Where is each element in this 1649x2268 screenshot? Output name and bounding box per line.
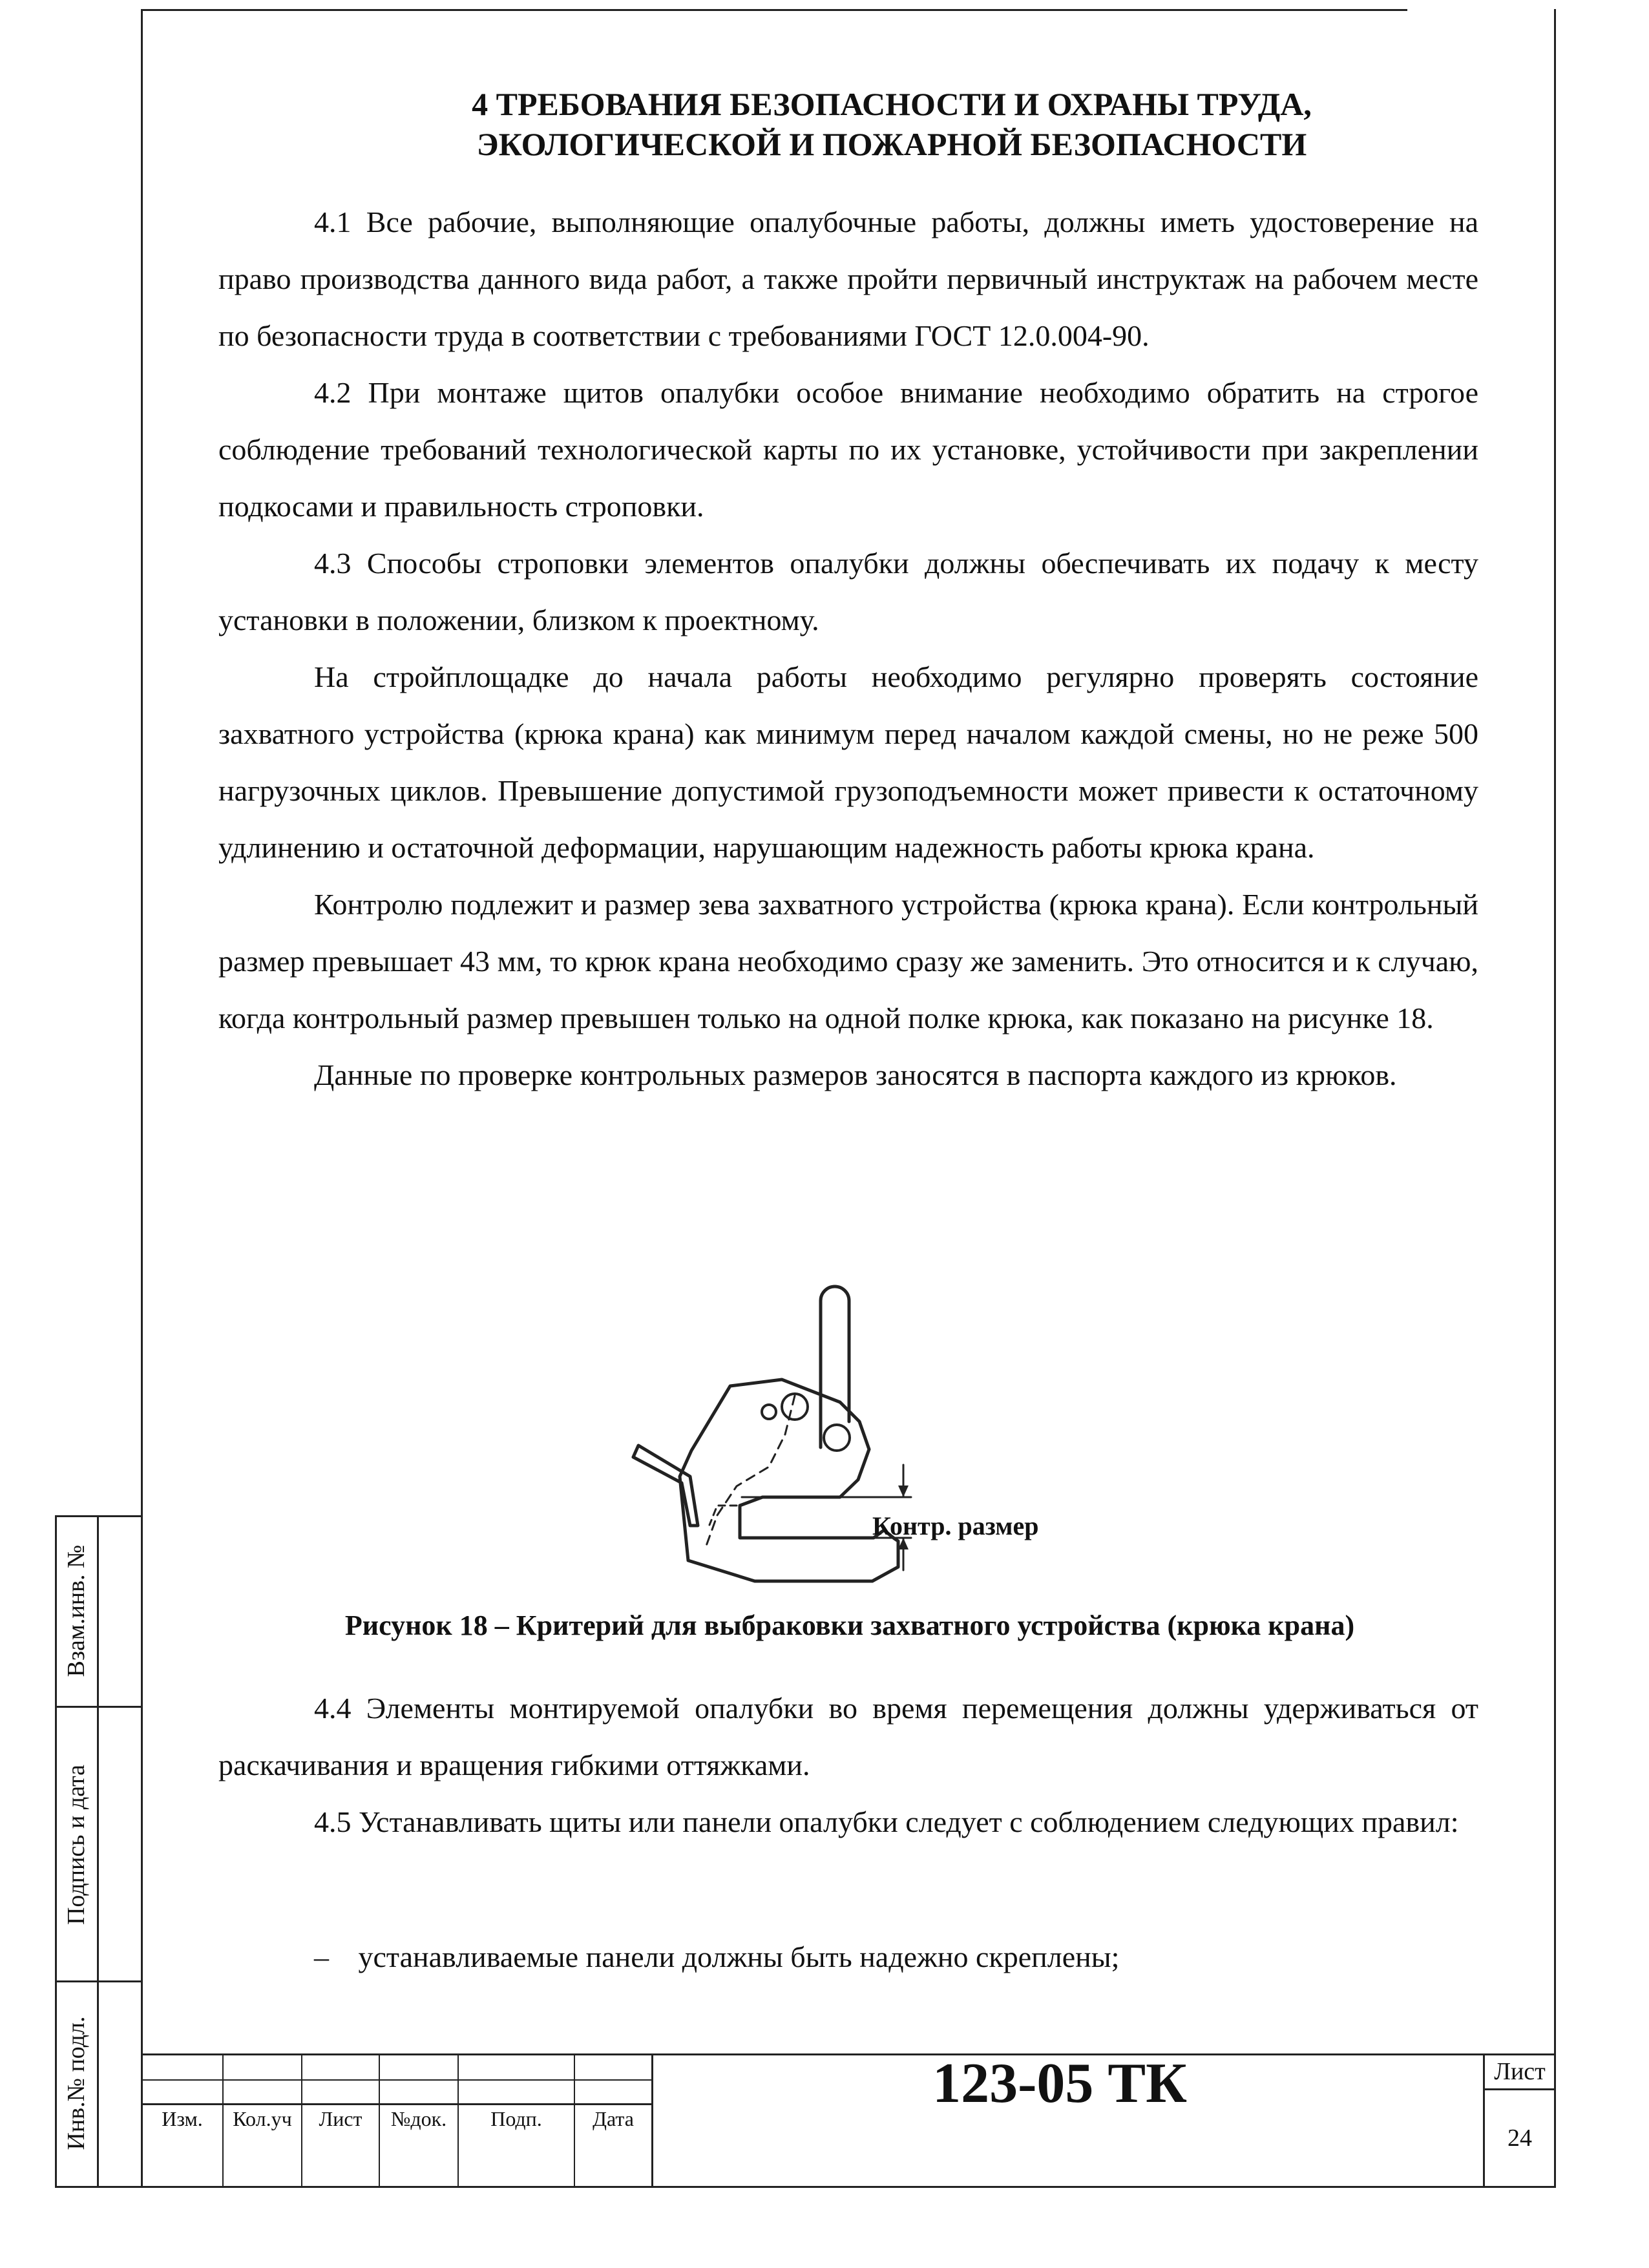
body-text-upper: [218, 194, 1478, 1104]
side-stamp-div1: [55, 1706, 143, 1708]
frame-left: [141, 9, 143, 2188]
paragraph-4-2: 4.2 При монтаже щитов опалубки особое внимание необходимо обратить на строгое соблюдение требований технологической карты по их установке, устойчивости при закреплении подкосами и правильность строповки.: [218, 376, 1478, 523]
list-item: [314, 1929, 1119, 1986]
hook-figure: [620, 1283, 1098, 1619]
sheet-box-mid: [1483, 2088, 1555, 2090]
paragraph-4-3: 4.3 Способы строповки элементов опалубки должны обеспечивать их подачу к месту установки в положении, близком к проектному.: [218, 547, 1478, 636]
hook-hole-3: [824, 1425, 850, 1451]
hook-lever: [821, 1286, 849, 1447]
paragraph-passport: Данные по проверке контрольных размеров заносятся в паспорта каждого из крюков.: [314, 1058, 1397, 1091]
side-stamp-outer: [55, 1515, 57, 2187]
figure-caption: Рисунок 18 – Критерий для выбраковки захватного устройства (крюка крана): [344, 1610, 1355, 1641]
heading-line-1: 4 ТРЕБОВАНИЯ БЕЗОПАСНОСТИ И ОХРАНЫ ТРУДА,: [472, 86, 1312, 122]
frame-bottom: [55, 2186, 1556, 2188]
inv-orig-label: Инв.№ подл.: [63, 2016, 90, 2150]
list-marker: –: [314, 1940, 329, 1973]
hook-dashed-contour: [706, 1396, 795, 1548]
list-item-text: устанавливаемые панели должны быть надежно скреплены;: [358, 1940, 1120, 1973]
paragraph-4-5: 4.5 Устанавливать щиты или панели опалубки следует с соблюдением следующих правил:: [314, 1805, 1459, 1838]
sign-date-label: Подпись и дата: [63, 1764, 90, 1926]
frame-right: [1554, 9, 1556, 2188]
control-size-label: Контр. размер: [872, 1511, 1039, 1540]
paragraph-4-1: 4.1 Все рабочие, выполняющие опалубочные работы, должны иметь удостоверение на право производства данного вида работ, а также пройти первичный инструктаж на рабочем месте по безопасности труда в соответствии с требованиями ГОСТ 12.0.004-90.: [218, 205, 1478, 352]
stamp-col-koluch: Кол.уч: [233, 2107, 292, 2130]
stamp-col-list: Лист: [319, 2107, 362, 2130]
stamp-col-izm: Изм.: [162, 2107, 203, 2130]
sheet-label: Лист: [1494, 2058, 1546, 2085]
dimension-arrow-down: [898, 1486, 909, 1497]
hook-hole-1: [762, 1405, 776, 1419]
stamp-col-podp: Подп.: [490, 2107, 542, 2130]
heading-line-2: ЭКОЛОГИЧЕСКОЙ И ПОЖАРНОЙ БЕЗОПАСНОСТИ: [476, 126, 1307, 162]
paragraph-4-4: 4.4 Элементы монтируемой опалубки во время перемещения должны удерживаться от раскачивания и вращения гибкими оттяжками.: [218, 1692, 1478, 1781]
side-stamp-div2: [55, 1980, 143, 1982]
stamp-col-ndok: №док.: [390, 2107, 447, 2130]
sheet-number: 24: [1507, 2125, 1532, 2152]
replace-inv-label: Взам.инв. №: [63, 1544, 90, 1677]
paragraph-hook-check: На стройплощадке до начала работы необходимо регулярно проверять состояние захватного устройства (крюка крана) как минимум перед началом каждой смены, но не реже 500 нагрузочных циклов. Превышение допустимой грузоподъемности может привести к остаточному удлинению и остаточной деформации, нарушающим надежность работы крюка крана.: [218, 660, 1478, 864]
document-code: 123-05 ТК: [932, 2052, 1187, 2115]
section-heading: [149, 84, 1635, 164]
paragraph-control-size: Контролю подлежит и размер зева захватного устройства (крюка крана). Если контрольный размер превышает 43 мм, то крюк крана необходимо сразу же заменить. Это относится и к случаю, когда контрольный размер превышен только на одной полке крюка, как показано на рисунке 18.: [218, 888, 1478, 1034]
hook-body: [680, 1380, 898, 1581]
body-text-lower: [218, 1680, 1478, 1851]
side-stamp-inner: [97, 1515, 99, 2187]
frame-top: [141, 9, 1407, 11]
stamp-col-data: Дата: [593, 2107, 634, 2130]
